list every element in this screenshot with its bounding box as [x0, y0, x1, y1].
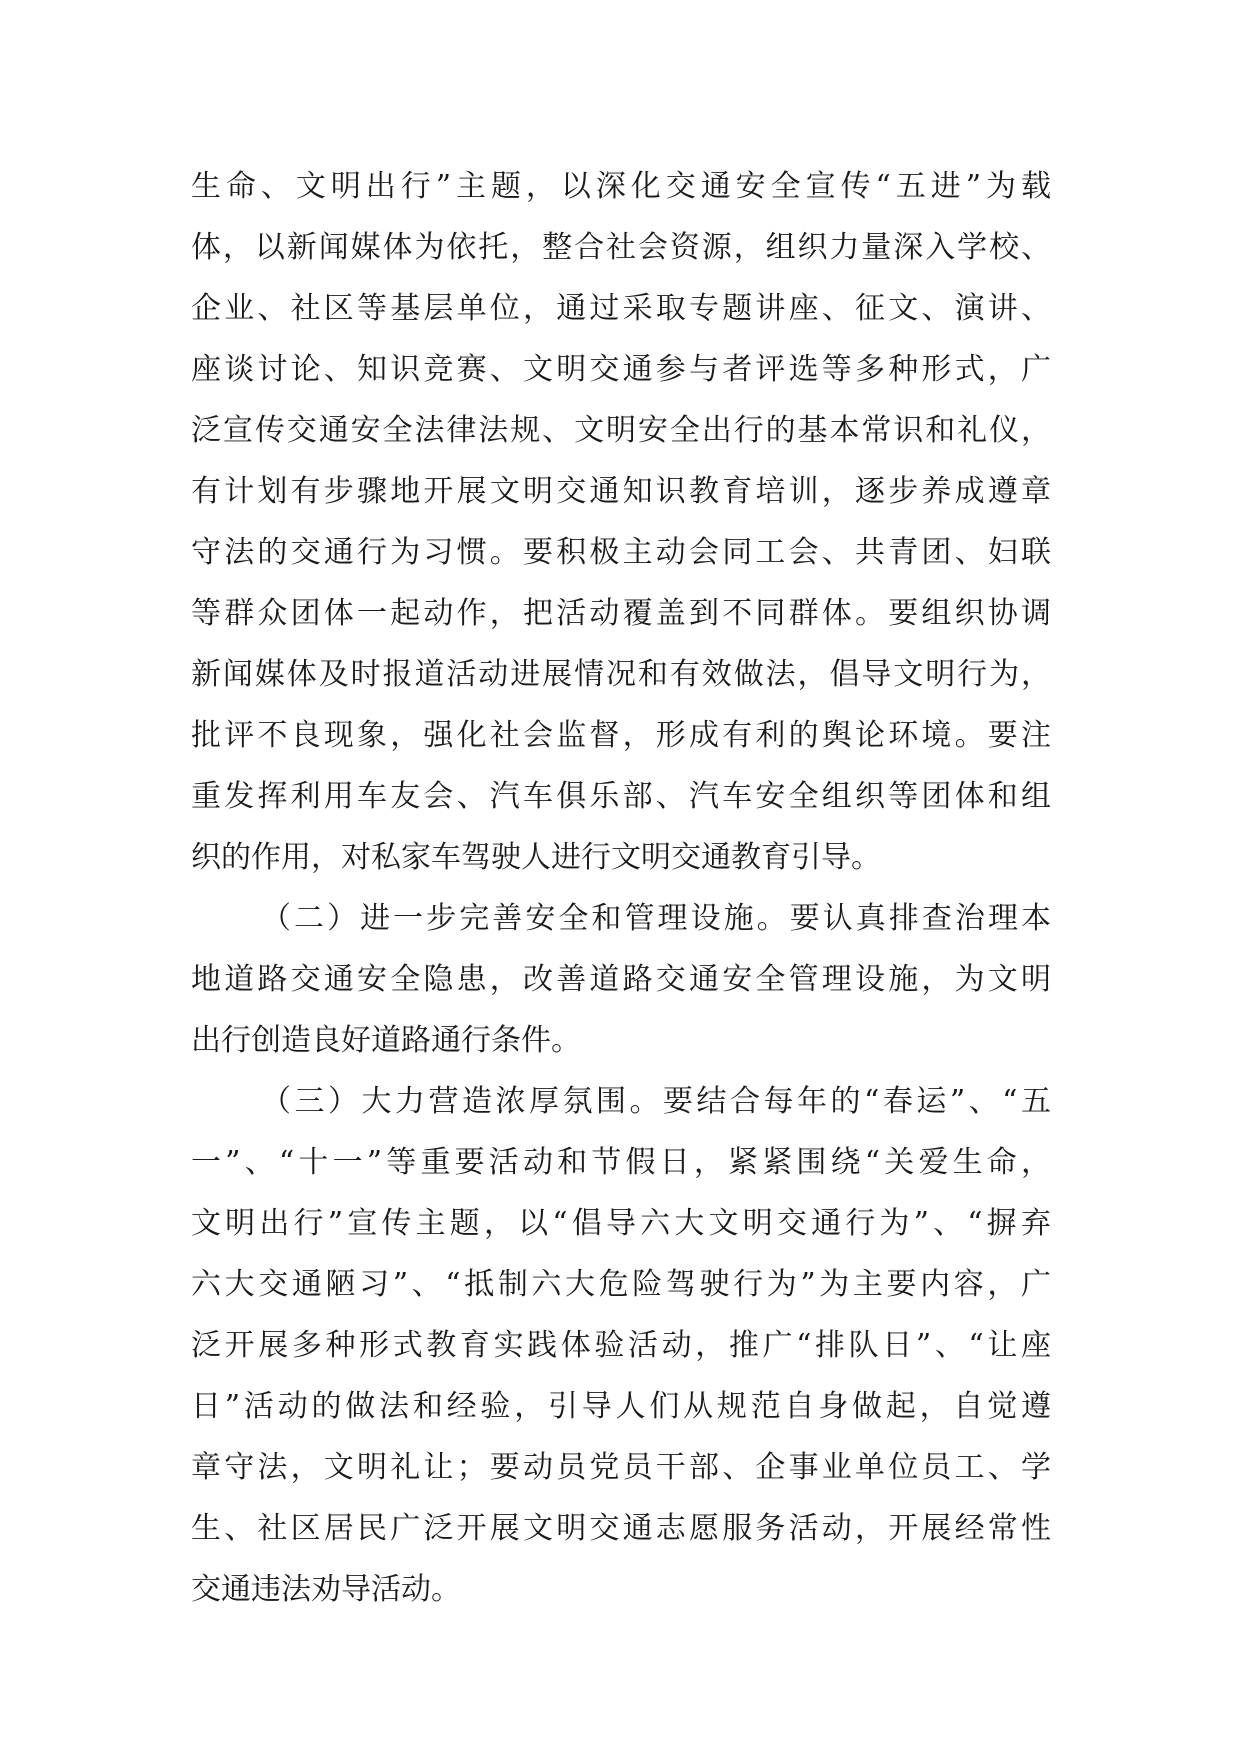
text-line: 章守法，文明礼让；要动员党员干部、企事业单位员工、学 — [191, 1450, 1051, 1485]
paragraph-3 — [191, 1071, 1051, 1620]
text-line: 织的作用，对私家车驾驶人进行文明交通教育引导。 — [191, 840, 881, 875]
text-line: （三）大力营造浓厚氛围。要结合每年的“春运”、“五 — [261, 1084, 1051, 1119]
text-line: 生命、文明出行”主题，以深化交通安全宣传“五进”为载 — [191, 169, 1051, 204]
text-line: 泛开展多种形式教育实践体验活动，推广“排队日”、“让座 — [191, 1328, 1051, 1363]
text-line: 泛宣传交通安全法律法规、文明安全出行的基本常识和礼仪， — [191, 413, 1051, 448]
text-line: 体，以新闻媒体为依托，整合社会资源，组织力量深入学校、 — [191, 230, 1051, 265]
paragraph-1 — [191, 156, 1051, 888]
document-page — [191, 156, 1051, 1620]
text-line: 六大交通陋习”、“抵制六大危险驾驶行为”为主要内容，广 — [191, 1267, 1051, 1302]
text-line: 交通违法劝导活动。 — [191, 1572, 461, 1607]
text-line: （二）进一步完善安全和管理设施。要认真排查治理本 — [261, 901, 1051, 936]
text-line: 地道路交通安全隐患，改善道路交通安全管理设施，为文明 — [191, 962, 1051, 997]
text-line: 重发挥利用车友会、汽车俱乐部、汽车安全组织等团体和组 — [191, 779, 1051, 814]
text-line: 批评不良现象，强化社会监督，形成有利的舆论环境。要注 — [191, 718, 1051, 753]
text-line: 出行创造良好道路通行条件。 — [191, 1023, 581, 1058]
text-line: 企业、社区等基层单位，通过采取专题讲座、征文、演讲、 — [191, 291, 1051, 326]
text-line: 守法的交通行为习惯。要积极主动会同工会、共青团、妇联 — [191, 535, 1051, 570]
text-line: 等群众团体一起动作，把活动覆盖到不同群体。要组织协调 — [191, 596, 1051, 631]
text-line: 新闻媒体及时报道活动进展情况和有效做法，倡导文明行为， — [191, 657, 1051, 692]
text-line: 日”活动的做法和经验，引导人们从规范自身做起，自觉遵 — [191, 1389, 1051, 1424]
text-line: 一”、“十一”等重要活动和节假日，紧紧围绕“关爱生命， — [191, 1145, 1051, 1180]
text-line: 生、社区居民广泛开展文明交通志愿服务活动，开展经常性 — [191, 1511, 1051, 1546]
text-line: 有计划有步骤地开展文明交通知识教育培训，逐步养成遵章 — [191, 474, 1051, 509]
text-line: 文明出行”宣传主题，以“倡导六大文明交通行为”、“摒弃 — [191, 1206, 1051, 1241]
paragraph-2 — [191, 888, 1051, 1071]
text-line: 座谈讨论、知识竞赛、文明交通参与者评选等多种形式，广 — [191, 352, 1051, 387]
